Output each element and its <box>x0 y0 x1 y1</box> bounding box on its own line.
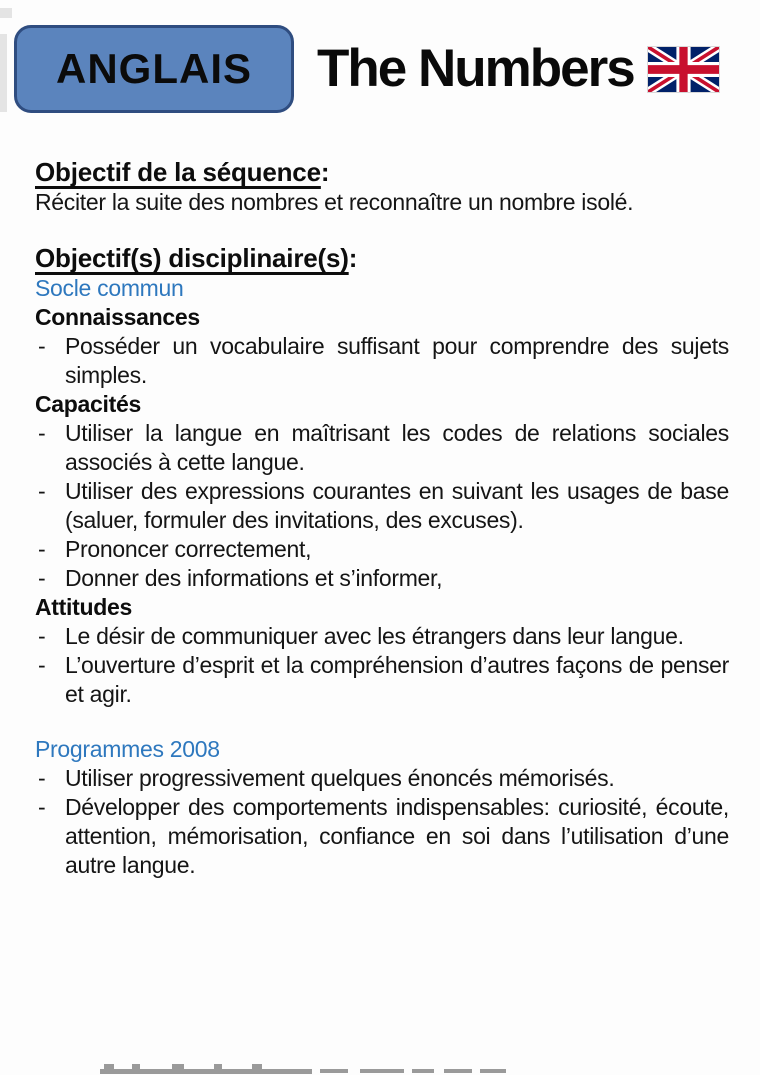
subject-badge <box>14 25 294 113</box>
list-item-text: Utiliser des expressions courantes en suivant les usages de base (saluer, formuler des invitations, des excuses). <box>65 478 729 533</box>
list-item-text: Le désir de communiquer avec les étrangers dans leur langue. <box>65 623 684 649</box>
uk-flag-icon <box>648 47 719 92</box>
subheading-capacites: Capacités <box>35 391 141 417</box>
list-item <box>35 764 729 793</box>
section-heading-disciplinary-text: Objectif(s) disciplinaire(s) <box>35 243 349 273</box>
sequence-objective-text: Réciter la suite des nombres et reconnaître un nombre isolé. <box>35 189 634 215</box>
list-item <box>35 535 729 564</box>
bullet-dash: - <box>38 333 46 359</box>
bullet-dash: - <box>38 420 46 446</box>
subheading-socle-commun: Socle commun <box>35 275 184 301</box>
list-item <box>35 477 729 535</box>
bullet-dash: - <box>38 765 46 791</box>
list-item <box>35 332 729 390</box>
list-item-text: Utiliser la langue en maîtrisant les codes de relations sociales associés à cette langue. <box>65 420 729 475</box>
list-item-text: Prononcer correctement, <box>65 536 312 562</box>
list-item <box>35 564 729 593</box>
section-heading-sequence <box>35 157 729 188</box>
section-heading-disciplinary <box>35 243 729 274</box>
scan-artifact-left <box>0 34 7 112</box>
list-item-text: Posséder un vocabulaire suffisant pour comprendre des sujets simples. <box>65 333 729 388</box>
list-item-text: L’ouverture d’esprit et la compréhension d’autres façons de penser et agir. <box>65 652 729 707</box>
bullet-dash: - <box>38 794 46 820</box>
list-item <box>35 651 729 709</box>
subheading-attitudes: Attitudes <box>35 594 132 620</box>
page-title: The Numbers <box>317 39 634 98</box>
list-item <box>35 622 729 651</box>
heading-colon: : <box>348 243 358 273</box>
list-item-text: Donner des informations et s’informer, <box>65 565 443 591</box>
subheading-connaissances: Connaissances <box>35 304 200 330</box>
bullet-dash: - <box>38 565 46 591</box>
subject-badge-label: ANGLAIS <box>56 45 252 92</box>
list-item <box>35 419 729 477</box>
subheading-programmes-2008: Programmes 2008 <box>35 736 220 762</box>
bullet-dash: - <box>38 623 46 649</box>
bullet-dash: - <box>38 536 46 562</box>
list-item-text: Utiliser progressivement quelques énoncés mémorisés. <box>65 765 615 791</box>
slide-body <box>35 157 729 880</box>
bullet-dash: - <box>38 478 46 504</box>
heading-colon: : <box>320 157 330 187</box>
list-item <box>35 793 729 880</box>
list-item-text: Développer des comportements indispensables: curiosité, écoute, attention, mémorisation, confiance en soi dans l’utilisation d’une autre langue. <box>65 794 729 878</box>
scan-artifact-corner <box>0 8 12 18</box>
bullet-dash: - <box>38 652 46 678</box>
section-heading-sequence-text: Objectif de la séquence <box>35 157 321 187</box>
